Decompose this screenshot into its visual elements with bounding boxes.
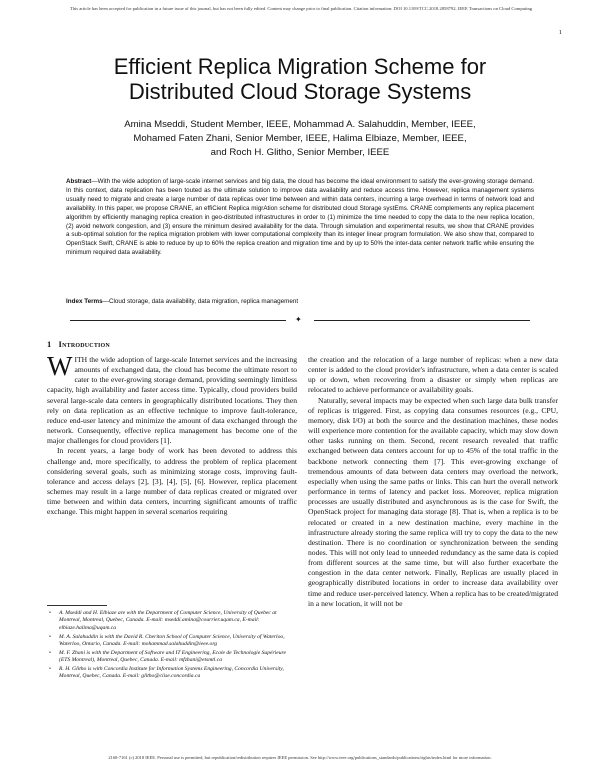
intro-paragraph-3: the creation and the relocation of a large number of replicas: when a new data center is added to the cloud provider's infrastructure, when a data center is scaled up or down, when recovering from a disaster or simply when replicas are relocated to achieve performance or availability goals. [308, 355, 558, 395]
dropcap: W [47, 351, 73, 381]
intro-paragraph-2: In recent years, a large body of work has been devoted to address this challenge and, more specifically, to address the problem of replica placement considering several goals, such as minimizing storage costs, improving fault-tolerance and access delays [2], [3], [4], [5], [6]. However, replica placement schemes may result in a large number of data replicas created or migrated over time between and within data centers, incurring significant amounts of traffic exchange. This might happen in several scenarios requiring [47, 446, 297, 517]
intro-paragraph-1-text: ITH the wide adoption of large-scale Internet services and the increasing amounts of exchanged data, the cloud has become the ultimate resort to cater to the ever-growing storage demand, providing seemingly limitless capacity, high availability and faster access time. Typically, cloud providers build several large-scale data centers in geographically distributed locations. They then rely on data replication as an effective technique to improve fault-tolerance, reduce end-user latency and minimize the amount of data exchanged through the network. Consequently, effective replica management has become one of the major challenges for cloud providers [1]. [47, 355, 297, 446]
footnote-text: A. Mseddi and H. Elbiaze are with the Department of Computer Science, University of Quebec at Montreal, Montreal, Quebec, Canada. E-mail: mseddi.amina@courrier.uqam.ca, E-mail: elbiaze.halima@uqam.ca [59, 610, 277, 631]
abstract-text: —With the wide adoption of large-scale internet services and big data, the cloud has become the ideal environment to satisfy the ever-growing storage demand. In this context, data replication has been touted as the ultimate solution to improve data availability and reduce access time. However, replica management systems usually need to migrate and create a large number of data replicas over time between and within data centers, incurring a large overhead in terms of network load and availability. In this paper, we propose CRANE, an effiCient Replica migrAtion scheme for distributed cloud Storage systEms. CRANE complements any replica placement algorithm by efficiently managing replica creation in geo-distributed infrastructures in order to (1) minimize the time needed to copy the data to the new replica location, (2) avoid network congestion, and (3) ensure the minimum desired availability for the data. Through simulation and experimental results, we show that CRANE provides a sub-optimal solution for the replica migration problem with lower computational complexity than its integer linear program formulation. We also show that, compared to OpenStack Swift, CRANE is able to reduce by up to 60% the replica creation and migration time and by up to 50% the inter-data center network traffic while ensuring the minimum required data availability. [66, 178, 534, 257]
author-line-2: Mohamed Faten Zhani, Senior Member, IEEE, Halima Elbiaze, Member, IEEE, [133, 133, 467, 145]
footnote-text: M. F. Zhani is with the Department of Software and IT Engineering, Ecole de Technologie Supérieure (ETS Montreal), Montreal, Quebec, Canada. E-mail: mfzhani@etsmtl.ca [59, 649, 286, 664]
bullet-icon: • [49, 610, 51, 616]
abstract-label: Abstract [66, 178, 92, 185]
abstract [66, 178, 534, 258]
author-line-1: Amina Mseddi, Student Member, IEEE, Mohammad A. Salahuddin, Member, IEEE, [124, 119, 476, 130]
index-terms-label: Index Terms [66, 298, 103, 305]
author-line-3: and Roch H. Glitho, Senior Member, IEEE [210, 147, 390, 159]
author-footnotes [47, 610, 297, 682]
intro-paragraph-1 [47, 351, 297, 446]
footnote-text: R. H. Glitho is with Concordia Institute for Information Systems Engineering, Concordia University, Montreal, Quebec, Canada. E-mail: glitho@ciise.concordia.ca [59, 666, 284, 680]
footnote-item [47, 666, 297, 681]
author-list [70, 118, 530, 161]
page-number: 1 [558, 29, 562, 36]
copyright-footer: 2168-7161 (c) 2018 IEEE. Personal use is permitted, but republication/redistribution requires IEEE permission. See http://www.ieee.org/publications_standards/publications/rights/index.html for more information. [108, 755, 492, 760]
divider-diamond-icon: ✦ [295, 315, 302, 324]
section-divider [70, 316, 530, 324]
footnote-item [47, 650, 297, 665]
footnote-item [47, 634, 297, 649]
right-column [308, 355, 558, 609]
bullet-icon: • [49, 633, 51, 640]
footnote-text: M. A. Salahuddin is with the David R. Cheriton School of Computer Science, University of Waterloo, Waterloo, Ontario, Canada. E-mail: mohammad.salahuddin@ieee.org [59, 633, 285, 648]
section-heading [47, 339, 110, 349]
bullet-icon: • [49, 649, 51, 656]
paper-title: Efficient Replica Migration Scheme for Distributed Cloud Storage Systems [113, 54, 487, 104]
intro-paragraph-4: Naturally, several impacts may be expected when such large data bulk transfer of replicas is triggered. First, as copying data consumes resources (e.g., CPU, memory, disk I/O) at both the source and the destination machines, these nodes will experience more contention for the available capacity, which may slow down other tasks running on them. Second, recent research revealed that traffic exchanged between data centers account for up to 45% of the total traffic in the backbone network connecting them [7]. This ever-growing exchange of tremendous amounts of data between data centers may overload the network, especially when using the same paths or links. This can hurt the overall network performance in terms of latency and packet loss. Moreover, replica migration processes are usually distributed and asynchronous as is the case for Swift, the OpenStack project for managing data storage [8]. That is, when a replica is to be relocated or created in a new destination machine, every machine in the infrastructure already storing the same replica will try to copy the data to the new destination. There is no coordination or synchronization between the sending nodes. This will not only lead to unneeded redundancy as the same data is copied from different sources at the same time, but will also further exacerbate the congestion in the data center network. Finally, Replicas are usually placed in geographically distributed locations in order to increase data availability over time and reduce user-perceived latency. When a replica has to be created/migrated in a new location, it will not be [308, 395, 558, 608]
index-terms [66, 297, 534, 306]
divider-line-left [70, 320, 286, 321]
section-number: 1 [47, 339, 52, 349]
footnote-rule [47, 605, 107, 606]
footnote-item [47, 610, 297, 632]
section-title: Introduction [58, 339, 110, 349]
left-column [47, 351, 297, 518]
journal-header-note: This article has been accepted for publication in a future issue of this journal, but has not been fully edited. Content may change prior to final publication. Citation information: DOI 10.1109/TCC.2018.2858792, IEEE Transactions on Cloud Computing [69, 6, 533, 11]
bullet-icon: • [49, 666, 51, 673]
index-terms-text: —Cloud storage, data availability, data migration, replica management [102, 298, 299, 305]
divider-line-right [314, 320, 530, 321]
